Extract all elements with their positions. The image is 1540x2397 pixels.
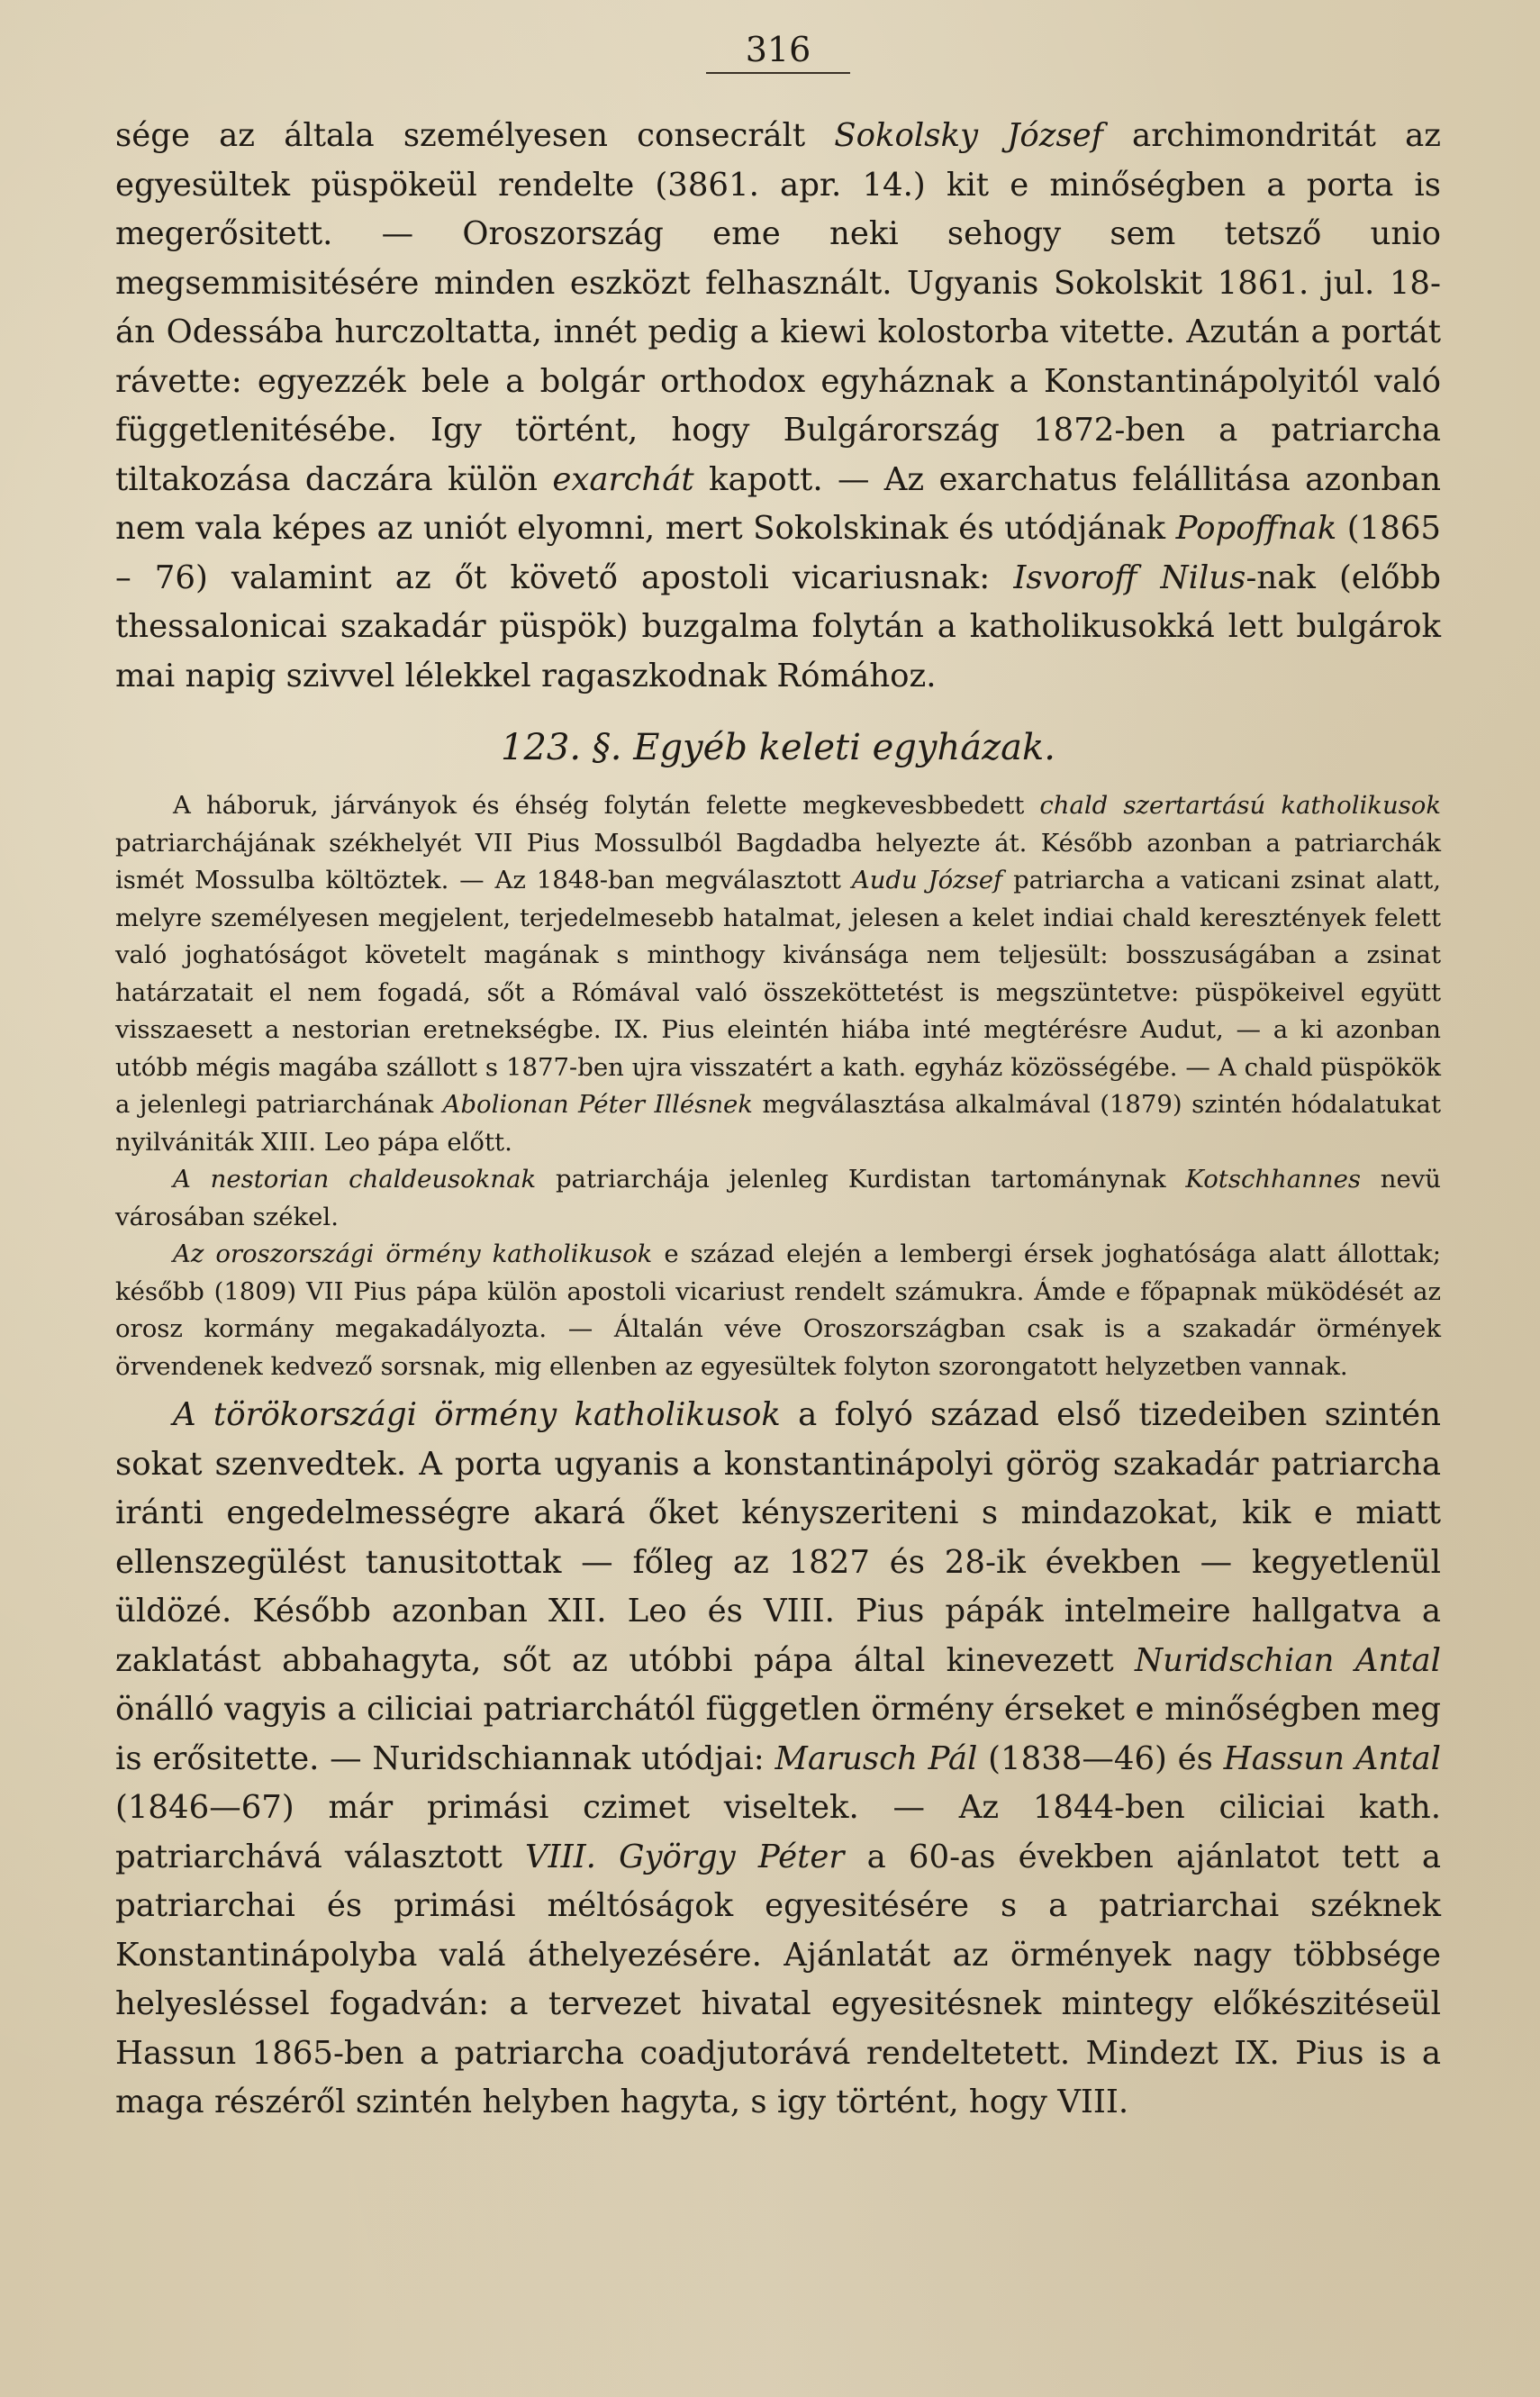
russian-armenian-paragraph: Az oroszországi örmény katholikusok e század elején a lembergi érsek joghatósága alatt állottak; később (1809) VII Pius pápa külön apostoli vicariust rendelt számukra. Ámde e főpapnak müködését az orosz kormány megakadályozta. — Általán véve Oroszországban csak is a szakadár örmények örvendenek kedvező sorsnak, mig ellenben az egyesültek folyton szorongatott helyzetben vannak. bbox=[115, 1239, 1441, 1381]
nestorian-paragraph: A nestorian chaldeusoknak patriarchája jelenleg Kurdistan tartománynak Kotschhannes nevü városában székel. bbox=[115, 1165, 1441, 1231]
section-heading: 123. §. Egyéb keleti egyházak. bbox=[501, 727, 1055, 768]
turkish-armenian-paragraph: A törökországi örmény katholikusok a folyó század első tizedeiben szintén sokat szenvedtek. A porta ugyanis a konstantinápolyi görög szakadár patriarcha iránti engedelmességre akará őket kényszeriteni s mindazokat, kik e miatt ellenszegülést tanusitottak — főleg az 1827 és 28-ik években — kegyetlenül üldözé. Később azonban XII. Leo és VIII. Pius pápák intelmeire hallgatva a zaklatást abbahagyta, sőt az utóbbi pápa által kinevezett Nuridschian Antal önálló vagyis a ciliciai patriarchától független örmény érseket e minőségben meg is erősitette. — Nuridschiannak utódjai: Marusch Pál (1838—46) és Hassun Antal (1846—67) már primási czimet viseltek. — Az 1844-ben ciliciai kath. patriarchává választott VIII. György Péter a 60-as években ajánlatot tett a patriarchai és primási méltóságok egyesitésére s a patriarchai széknek Konstantinápolyba valá áthelyezésére. Ajánlatát az örmények nagy többsége helyesléssel fogadván: a tervezet hivatal egyesitésnek mintegy előkészitéseül Hassun 1865-ben a patriarcha coadjutorává rendeltetett. Mindezt IX. Pius is a maga részéről szintén helyben hagyta, s igy történt, hogy VIII. bbox=[115, 1396, 1441, 2120]
page-number: 316 bbox=[745, 30, 811, 69]
intro-paragraph: sége az általa személyesen consecrált Sokolsky József archimondritát az egyesültek püspökeül rendelte (3861. apr. 14.) kit e minőségben a porta is megerősitett. — Oroszország eme neki sehogy sem tetsző unio megsemmisitésére minden eszközt felhasznált. Ugyanis Sokolskit 1861. jul. 18-án Odessába hurczoltatta, innét pedig a kiewi kolostorba vitette. Azután a portát rávette: egyezzék bele a bolgár orthodox egyháznak a Konstantinápolyitól való függetlenitésébe. Igy történt, hogy Bulgárország 1872-ben a patriarcha tiltakozása daczára külön exarchát kapott. — Az exarchatus felállitása azonban nem vala képes az uniót elyomni, mert Sokolskinak és utódjának Popoffnak (1865 – 76) valamint az őt követő apostoli vicariusnak: Isvoroff Nilus-nak (előbb thessalonicai szakadár püspök) buzgalma folytán a katholikusokká lett bulgárok mai napig szivvel lélekkel ragaszkodnak Rómához. bbox=[115, 117, 1441, 695]
chald-paragraph: A háboruk, járványok és éhség folytán felette megkevesbbedett chald szertartású katholikusok patriarchájának székhelyét VII Pius Mossulból Bagdadba helyezte át. Később azonban a patriarchák ismét Mossulba költöztek. — Az 1848-ban megválasztott Audu József patriarcha a vaticani zsinat alatt, melyre személyesen megjelent, terjedelmesebb hatalmat, jelesen a kelet indiai chald keresztények felett való joghatóságot követelt magának s minthogy kivánsága nem teljesült: bosszuságában a zsinat határzatait el nem fogadá, sőt a Rómával való összeköttetést is megszüntetve: püspökeivel együtt visszaesett a nestorian eretnekségbe. IX. Pius eleintén hiába inté megtérésre Audut, — a ki azonban utóbb mégis magába szállott s 1877-ben ujra visszatért a kath. egyház közösségébe. — A chald püspökök a jelenlegi patriarchának Abolionan Péter Illésnek megválasztása alkalmával (1879) szintén hódalatukat nyilvániták XIII. Leo pápa előtt. bbox=[115, 791, 1442, 1157]
page-number-rule bbox=[706, 72, 850, 74]
